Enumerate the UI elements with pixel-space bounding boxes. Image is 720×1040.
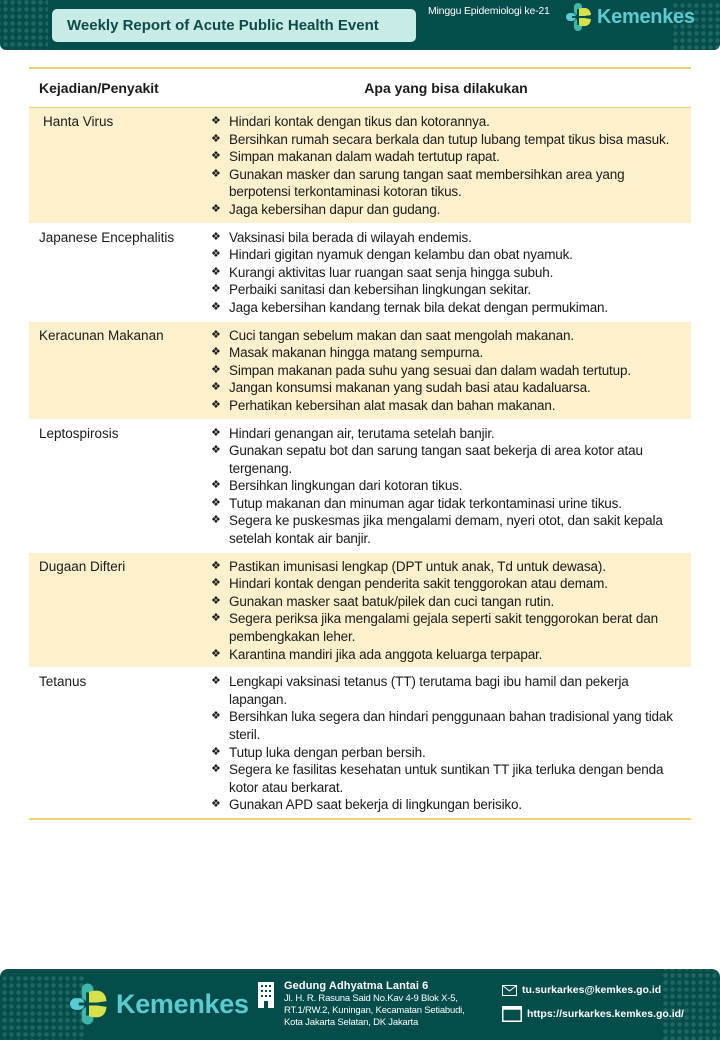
table-row-tetanus [29, 667, 691, 818]
diamond-bullet-icon: ❖ [211, 230, 221, 243]
diamond-bullet-icon: ❖ [211, 675, 221, 688]
action-item: ❖ Bersihkan rumah secara berkala dan tutup lubang tempat tikus bisa masuk. [211, 131, 670, 147]
diamond-bullet-icon: ❖ [211, 612, 221, 625]
epi-week-label: Minggu Epidemiologi ke-21 [428, 5, 550, 17]
report-title: Weekly Report of Acute Public Health Event [67, 17, 379, 34]
diamond-bullet-icon: ❖ [211, 426, 221, 439]
action-item: ❖ Cuci tangan sebelum makan dan saat mengolah makanan. [211, 327, 574, 343]
decorative-pattern [662, 969, 720, 1040]
action-item: ❖ Karantina mandiri jika ada anggota keluarga terpapar. [211, 646, 543, 662]
table-row-hanta-virus [29, 108, 691, 223]
table-row-japanese-encephalitis [29, 223, 691, 321]
diamond-bullet-icon: ❖ [211, 346, 221, 359]
page-header [0, 0, 720, 50]
address-line: RT.1/RW.2, Kuningan, Kecamatan Setiabudi, [284, 1005, 465, 1017]
disease-name: Tetanus [39, 674, 87, 690]
action-item: ❖ Kurangi aktivitas luar ruangan saat senja hingga subuh. [211, 264, 554, 280]
diamond-bullet-icon: ❖ [211, 647, 221, 660]
action-item: ❖ Gunakan APD saat bekerja di lingkungan berisiko. [211, 797, 522, 813]
diamond-bullet-icon: ❖ [211, 745, 221, 758]
action-item: ❖ Gunakan sepatu bot dan sarung tangan saat bekerja di area kotor atau tergenang. [211, 443, 643, 476]
disease-name: Hanta Virus [43, 114, 114, 129]
diamond-bullet-icon: ❖ [211, 398, 221, 411]
table-row-keracunan-makanan [29, 321, 691, 419]
action-item: ❖ Hindari kontak dengan tikus dan kotorannya. [211, 114, 490, 129]
action-item: ❖ Jaga kebersihan dapur dan gudang. [211, 201, 441, 217]
diamond-bullet-icon: ❖ [211, 132, 221, 145]
diamond-bullet-icon: ❖ [211, 328, 221, 341]
action-item: ❖ Tutup makanan dan minuman agar tidak terkontaminasi urine tikus. [211, 495, 622, 511]
action-item: ❖ Perbaiki sanitasi dan kebersihan lingkungan sekitar. [211, 282, 532, 298]
diamond-bullet-icon: ❖ [211, 496, 221, 509]
diamond-bullet-icon: ❖ [211, 248, 221, 261]
prevention-table [29, 67, 691, 820]
column-header-disease: Kejadian/Penyakit [39, 79, 159, 96]
action-item: ❖ Bersihkan lingkungan dari kotoran tikus. [211, 478, 463, 494]
mail-icon [502, 985, 517, 996]
action-item: ❖ Gunakan masker saat batuk/pilek dan cuci tangan rutin. [211, 593, 555, 609]
disease-name: Dugaan Difteri [39, 558, 126, 574]
table-row-dugaan-difteri [29, 552, 691, 668]
action-item: ❖ Hindari kontak dengan penderita sakit tenggorokan atau demam. [211, 576, 608, 592]
column-header-actions: Apa yang bisa dilakukan [364, 79, 528, 96]
website-link[interactable]: https://surkarkes.kemkes.go.id/ [527, 1008, 684, 1020]
action-list [211, 673, 691, 814]
action-item: ❖ Segera ke puskesmas jika mengalami demam, nyeri otot, dan sakit kepala setelah kontak air banjir. [211, 513, 663, 547]
action-item: ❖ Tutup luka dengan perban bersih. [211, 744, 426, 760]
address-line: Kota Jakarta Selatan, DK Jakarta [284, 1017, 419, 1029]
action-item: ❖ Gunakan masker dan sarung tangan saat membersihkan area yang berpotensi terkontaminasi kotoran tikus. [211, 166, 625, 200]
action-item: ❖ Masak makanan hingga matang sempurna. [211, 345, 484, 361]
action-item: ❖ Simpan makanan dalam wadah tertutup rapat. [211, 149, 500, 165]
disease-name: Leptospirosis [39, 425, 119, 441]
email-link[interactable]: tu.surkarkes@kemkes.go.id [522, 984, 662, 996]
contact-email[interactable] [502, 984, 661, 996]
kemenkes-logo-text: Kemenkes [597, 5, 695, 28]
diamond-bullet-icon: ❖ [211, 763, 221, 776]
action-item: ❖ Segera ke fasilitas kesehatan untuk suntikan TT jika terluka dengan benda kotor atau berkarat. [211, 762, 664, 795]
diamond-bullet-icon: ❖ [211, 710, 221, 723]
diamond-bullet-icon: ❖ [211, 167, 221, 180]
diamond-bullet-icon: ❖ [211, 444, 221, 457]
building-icon [258, 982, 274, 1008]
action-item: ❖ Simpan makanan pada suhu yang sesuai dan dalam wadah tertutup. [211, 362, 631, 378]
action-item: ❖ Pastikan imunisasi lengkap (DPT untuk anak, Td untuk dewasa). [211, 558, 606, 574]
diamond-bullet-icon: ❖ [211, 559, 221, 572]
report-title-box [52, 9, 416, 42]
action-list [211, 425, 691, 548]
office-address [284, 979, 465, 1030]
page-footer [0, 969, 720, 1040]
action-item: ❖ Hindari genangan air, terutama setelah banjir. [211, 425, 495, 441]
address-title: Gedung Adhyatma Lantai 6 [284, 980, 429, 992]
disease-name: Keracunan Makanan [39, 327, 164, 343]
action-item: ❖ Jaga kebersihan kandang ternak bila dekat dengan permukiman. [211, 299, 609, 315]
kemenkes-logo-icon [70, 983, 108, 1025]
action-list [211, 113, 691, 219]
action-item: ❖ Lengkapi vaksinasi tetanus (TT) terutama bagi ibu hamil dan pekerja lapangan. [211, 674, 629, 707]
address-line: Jl. H. R. Rasuna Said No.Kav 4-9 Blok X-5, [284, 993, 458, 1004]
action-item: ❖ Bersihkan luka segera dan hindari penggunaan bahan tradisional yang tidak steril. [211, 709, 673, 742]
table-bottom-rule [29, 818, 691, 820]
disease-name: Japanese Encephalitis [39, 229, 175, 245]
diamond-bullet-icon: ❖ [211, 363, 221, 376]
table-row-leptospirosis [29, 419, 691, 552]
diamond-bullet-icon: ❖ [211, 479, 221, 492]
diamond-bullet-icon: ❖ [211, 594, 221, 607]
action-item: ❖ Segera periksa jika mengalami gejala seperti sakit tenggorokan berat dan pembengkakan leher. [211, 611, 658, 645]
decorative-pattern [0, 0, 48, 50]
diamond-bullet-icon: ❖ [211, 265, 221, 278]
diamond-bullet-icon: ❖ [211, 150, 221, 163]
kemenkes-logo [566, 3, 695, 31]
diamond-bullet-icon: ❖ [211, 798, 221, 811]
kemenkes-logo-text: Kemenkes [116, 988, 249, 1019]
action-item: ❖ Hindari gigitan nyamuk dengan kelambu dan obat nyamuk. [211, 247, 573, 263]
action-list [211, 558, 691, 664]
diamond-bullet-icon: ❖ [211, 202, 221, 215]
table-header [29, 69, 691, 107]
action-item: ❖ Jangan konsumsi makanan yang sudah basi atau kadaluarsa. [211, 380, 591, 396]
diamond-bullet-icon: ❖ [211, 577, 221, 590]
kemenkes-logo-icon [566, 3, 592, 31]
diamond-bullet-icon: ❖ [211, 514, 221, 527]
browser-window-icon [502, 1006, 522, 1022]
kemenkes-logo [70, 983, 249, 1025]
action-list [211, 229, 691, 317]
diamond-bullet-icon: ❖ [211, 115, 221, 127]
action-item: ❖ Perhatikan kebersihan alat masak dan bahan makanan. [211, 397, 556, 413]
action-list [211, 327, 691, 415]
diamond-bullet-icon: ❖ [211, 381, 221, 394]
action-item: ❖ Vaksinasi bila berada di wilayah endemis. [211, 229, 472, 245]
diamond-bullet-icon: ❖ [211, 283, 221, 296]
diamond-bullet-icon: ❖ [211, 300, 221, 313]
contact-website[interactable] [502, 1006, 684, 1022]
